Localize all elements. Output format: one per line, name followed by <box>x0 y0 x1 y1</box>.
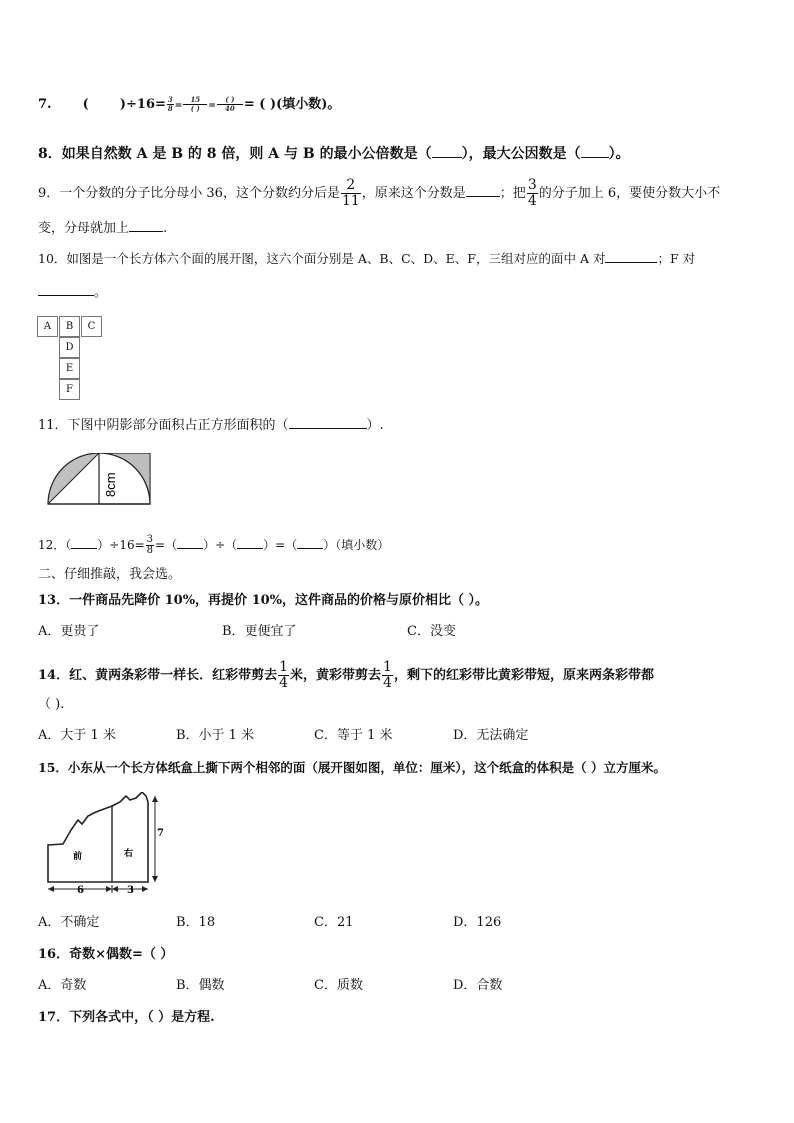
question-14 <box>38 660 654 691</box>
question-12 <box>38 535 389 556</box>
q15-option-d[interactable]: D．126 <box>453 915 502 930</box>
question-16: 16．奇数×偶数=（ ） <box>38 947 174 962</box>
q7-paren: ( <box>82 97 89 112</box>
q9-blank-2[interactable] <box>129 219 163 232</box>
q7-fraction-3: $\frac{( )}{40}$ <box>217 96 243 113</box>
semicircle-square-figure <box>44 453 154 507</box>
q7-eq: = <box>174 101 183 111</box>
q12-p1: 12．（ <box>38 538 72 552</box>
q12-p4: ）÷（ <box>203 538 238 552</box>
q11-end: ）. <box>366 418 384 433</box>
q12-blank-3[interactable] <box>237 536 263 549</box>
q10-line1-end: ；F 对 <box>657 251 696 266</box>
q7-eq2: = <box>208 101 216 111</box>
q12-p3: =（ <box>155 538 178 552</box>
q7-number: 7. <box>38 97 52 112</box>
q14-option-b[interactable]: B．小于 1 米 <box>176 728 255 743</box>
section-2-heading: 二、仔细推敲，我会选。 <box>38 567 182 582</box>
q11-dimension-label: 8cm <box>103 472 118 497</box>
question-13: 13．一件商品先降价 10%，再提价 10%，这件商品的价格与原价相比（ ）。 <box>38 593 489 608</box>
question-14-line2: （ ). <box>38 697 65 712</box>
torn-box-net-figure <box>40 792 170 898</box>
q15-option-c[interactable]: C．21 <box>314 915 354 930</box>
q9-part3: ；把 <box>499 186 526 201</box>
q8-text: 8．如果自然数 A 是 B 的 8 倍，则 A 与 B 的最小公倍数是（ <box>38 146 432 162</box>
q16-option-a[interactable]: A．奇数 <box>38 978 87 993</box>
q13-option-a[interactable]: A．更贵了 <box>38 624 100 639</box>
dimension-height: 7 <box>157 828 164 839</box>
q9-part2: ，原来这个分数是 <box>361 186 466 201</box>
q16-option-d[interactable]: D．合数 <box>453 978 503 993</box>
net-face-e: E <box>59 358 80 379</box>
label-front-face: 前 <box>73 852 83 862</box>
q9-line2-end: . <box>163 221 168 236</box>
q15-option-a[interactable]: A．不确定 <box>38 915 100 930</box>
q14-p1: 14．红、黄两条彩带一样长．红彩带剪去 <box>38 668 278 683</box>
q13-option-c[interactable]: C．没变 <box>407 624 456 639</box>
q9-fraction-2: $\frac{3}{4}$ <box>527 177 537 209</box>
question-10-line2 <box>38 283 107 302</box>
net-face-f: F <box>59 379 80 400</box>
question-10 <box>38 250 695 268</box>
question-8 <box>38 145 630 163</box>
q16-option-c[interactable]: C．质数 <box>314 978 363 993</box>
q16-option-b[interactable]: B．偶数 <box>176 978 225 993</box>
question-17: 17．下列各式中，（ ）是方程. <box>38 1010 215 1025</box>
q7-fraction-1: $\frac{3}{8}$ <box>167 95 173 113</box>
q12-blank-2[interactable] <box>177 536 203 549</box>
q8-mid: ），最大公因数是（ <box>461 146 581 162</box>
q10-line2-end: 。 <box>94 285 108 300</box>
q9-blank-1[interactable] <box>466 184 500 197</box>
q14-option-d[interactable]: D．无法确定 <box>453 728 529 743</box>
q7-tail: = ( )(填小数)。 <box>243 97 341 112</box>
q14-p2: 米，黄彩带剪去 <box>290 668 382 683</box>
q10-line1: 10．如图是一个长方体六个面的展开图，这六个面分别是 A、B、C、D、E、F，三组对应的面中 A 对 <box>38 251 606 266</box>
q9-fraction-1: $\frac{2}{11}$ <box>341 177 360 209</box>
q8-blank-1[interactable] <box>432 145 462 158</box>
q8-end: ）。 <box>608 146 630 162</box>
net-face-b: B <box>59 316 80 337</box>
q12-blank-4[interactable] <box>297 536 323 549</box>
q9-part4: 的分子加上 6，要使分数大小不 <box>538 186 721 201</box>
net-face-a: A <box>37 316 58 337</box>
q11-text: 11．下图中阴影部分面积占正方形面积的（ <box>38 418 289 433</box>
q12-fraction: $\frac{3}{8}$ <box>146 534 154 556</box>
q14-p3: ，剩下的红彩带比黄彩带短，原来两条彩带都 <box>393 668 654 683</box>
dimension-width-right: 3 <box>127 885 134 896</box>
q7-fraction-2: $\frac{15}{( )}$ <box>183 96 207 113</box>
net-face-d: D <box>59 337 80 358</box>
q11-blank[interactable] <box>289 416 367 429</box>
q14-option-c[interactable]: C．等于 1 米 <box>314 728 393 743</box>
question-11 <box>38 416 384 435</box>
question-7 <box>38 96 340 115</box>
q9-part1: 9．一个分数的分子比分母小 36，这个分数约分后是 <box>38 186 340 201</box>
net-face-c: C <box>81 316 102 337</box>
dimension-width-front: 6 <box>77 885 84 896</box>
q15-option-b[interactable]: B．18 <box>176 915 216 930</box>
question-9 <box>38 178 720 209</box>
question-9-line2 <box>38 219 167 238</box>
q12-p2: ）÷16= <box>97 538 145 552</box>
q14-fraction-1: $\frac{1}{4}$ <box>279 659 289 691</box>
q7-divisor: )÷16= <box>119 97 166 112</box>
q13-option-b[interactable]: B．更便宜了 <box>222 624 297 639</box>
question-15: 15．小东从一个长方体纸盒上撕下两个相邻的面（展开图如图，单位：厘米），这个纸盒的体积是（ ）立方厘米。 <box>38 760 666 775</box>
q12-blank-1[interactable] <box>71 536 97 549</box>
cuboid-net-figure <box>37 316 107 400</box>
q10-blank-2[interactable] <box>38 283 94 296</box>
q9-line2: 变，分母就加上 <box>38 221 130 236</box>
q10-blank-1[interactable] <box>605 250 657 263</box>
q14-option-a[interactable]: A．大于 1 米 <box>38 728 116 743</box>
q12-p5: ）=（ <box>263 538 298 552</box>
q14-fraction-2: $\frac{1}{4}$ <box>383 659 392 691</box>
label-right-face: 右 <box>124 849 134 859</box>
q12-p6: ）（填小数） <box>323 538 390 552</box>
q8-blank-2[interactable] <box>581 145 609 158</box>
